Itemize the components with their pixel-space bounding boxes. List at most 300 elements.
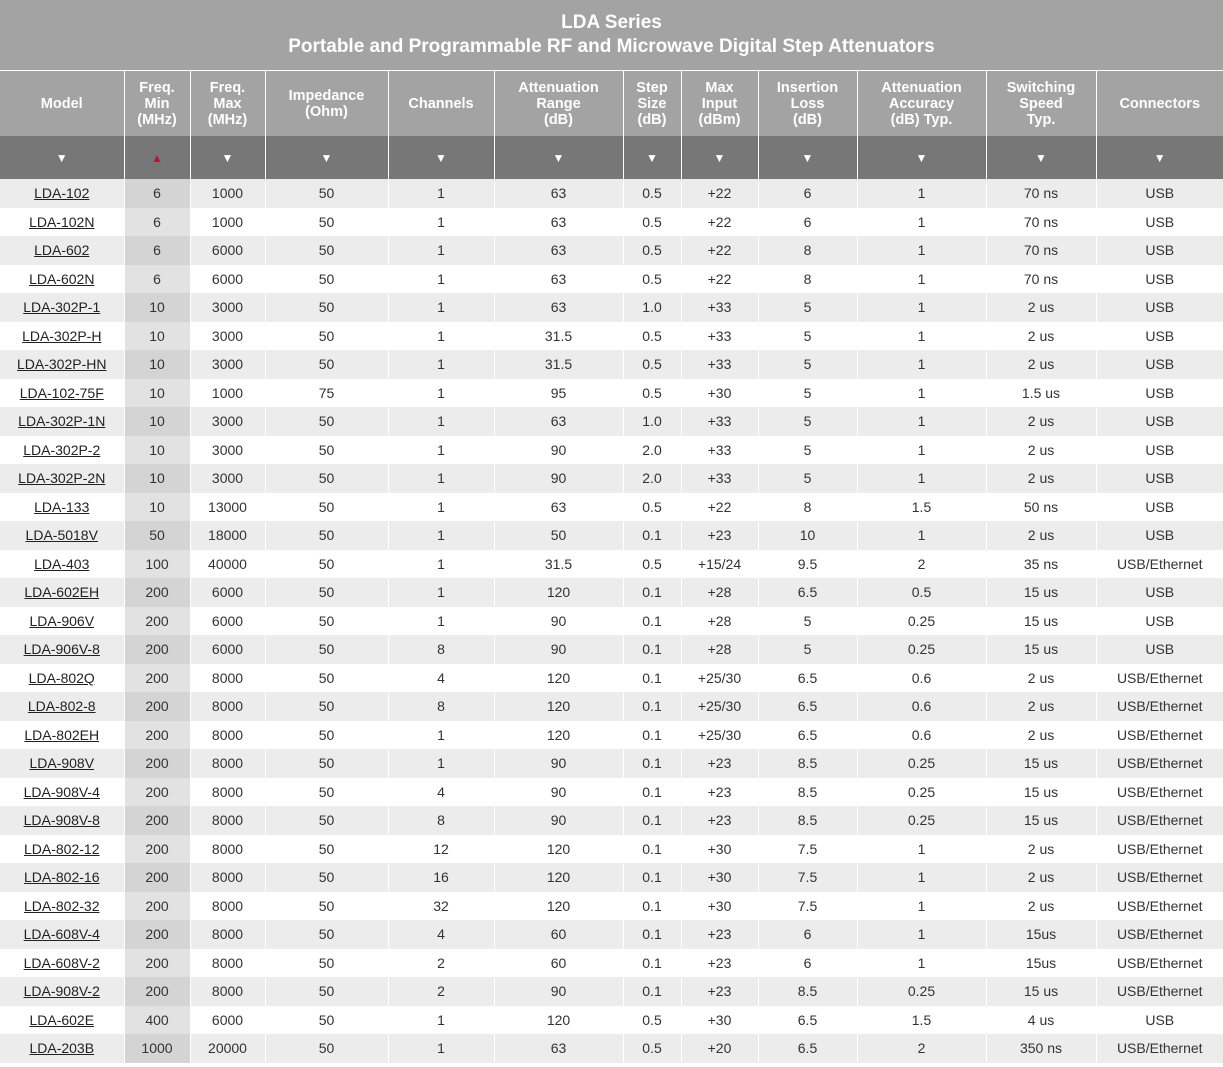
model-link[interactable]: LDA-602N — [29, 270, 95, 287]
column-header-label: (dB) — [793, 111, 822, 128]
cell-freq-max: 3000 — [190, 350, 265, 379]
cell-switching-speed: 15 us — [986, 778, 1096, 807]
cell-channels: 1 — [388, 578, 494, 607]
cell-attenuation-accuracy: 1 — [857, 863, 986, 892]
cell-freq-min: 6 — [124, 179, 190, 208]
model-link[interactable]: LDA-802-8 — [27, 698, 96, 715]
cell-impedance: 50 — [265, 293, 388, 322]
cell-insertion-loss: 5 — [758, 379, 857, 408]
cell-model — [0, 236, 124, 265]
cell-freq-min: 10 — [124, 464, 190, 493]
cell-connectors: USB/Ethernet — [1096, 778, 1223, 807]
cell-impedance: 50 — [265, 322, 388, 351]
cell-attenuation-accuracy: 1 — [857, 407, 986, 436]
model-link[interactable]: LDA-802Q — [28, 669, 95, 686]
column-header-label: Freq. — [209, 79, 246, 96]
cell-attenuation-accuracy: 1 — [857, 464, 986, 493]
cell-insertion-loss: 6.5 — [758, 721, 857, 750]
cell-freq-min: 10 — [124, 293, 190, 322]
cell-impedance: 50 — [265, 521, 388, 550]
column-header-max-input[interactable] — [681, 71, 758, 137]
model-link[interactable]: LDA-102 — [34, 185, 90, 202]
cell-insertion-loss: 7.5 — [758, 863, 857, 892]
cell-impedance: 50 — [265, 464, 388, 493]
cell-attenuation-accuracy: 1 — [857, 179, 986, 208]
series-subtitle: Portable and Programmable RF and Microwave Digital Step Attenuators — [288, 36, 935, 57]
model-link[interactable]: LDA-802-32 — [24, 897, 100, 914]
model-link[interactable]: LDA-133 — [34, 498, 90, 515]
cell-attenuation-range: 63 — [494, 208, 623, 237]
cell-insertion-loss: 8.5 — [758, 977, 857, 1006]
table-row — [0, 322, 1223, 351]
sort-descending-icon[interactable]: ▼ — [435, 150, 447, 165]
table-row — [0, 806, 1223, 835]
sort-ascending-icon[interactable]: ▲ — [151, 150, 163, 165]
cell-freq-min: 200 — [124, 607, 190, 636]
cell-model — [0, 265, 124, 294]
column-header-label: Size — [637, 95, 667, 112]
cell-attenuation-range: 50 — [494, 521, 623, 550]
cell-freq-max: 6000 — [190, 578, 265, 607]
cell-freq-max: 3000 — [190, 322, 265, 351]
sort-cell-insertion-loss — [758, 136, 857, 179]
cell-impedance: 50 — [265, 1034, 388, 1063]
model-link[interactable]: LDA-802-12 — [24, 840, 100, 857]
cell-channels: 1 — [388, 493, 494, 522]
cell-attenuation-accuracy: 1 — [857, 379, 986, 408]
cell-attenuation-range: 120 — [494, 664, 623, 693]
column-header-label: Step — [636, 79, 668, 96]
cell-freq-min: 10 — [124, 350, 190, 379]
cell-insertion-loss: 5 — [758, 407, 857, 436]
table-row — [0, 749, 1223, 778]
model-link[interactable]: LDA-908V-2 — [23, 983, 100, 1000]
model-link[interactable]: LDA-302P-2 — [23, 441, 101, 458]
sort-cell-impedance — [265, 136, 388, 179]
cell-freq-min: 200 — [124, 835, 190, 864]
cell-switching-speed: 2 us — [986, 692, 1096, 721]
model-link[interactable]: LDA-802EH — [24, 726, 100, 743]
cell-insertion-loss: 5 — [758, 464, 857, 493]
cell-impedance: 50 — [265, 179, 388, 208]
cell-connectors: USB/Ethernet — [1096, 692, 1223, 721]
cell-channels: 1 — [388, 322, 494, 351]
cell-max-input: +28 — [681, 635, 758, 664]
cell-connectors: USB — [1096, 464, 1223, 493]
table-row — [0, 550, 1223, 579]
cell-attenuation-range: 120 — [494, 578, 623, 607]
cell-model — [0, 721, 124, 750]
cell-channels: 4 — [388, 778, 494, 807]
table-row — [0, 607, 1223, 636]
cell-model — [0, 635, 124, 664]
model-link[interactable]: LDA-403 — [34, 555, 90, 572]
cell-attenuation-accuracy: 0.6 — [857, 664, 986, 693]
model-link[interactable]: LDA-102N — [29, 213, 95, 230]
cell-attenuation-range: 120 — [494, 692, 623, 721]
cell-freq-max: 6000 — [190, 265, 265, 294]
cell-insertion-loss: 7.5 — [758, 892, 857, 921]
cell-switching-speed: 4 us — [986, 1006, 1096, 1035]
cell-attenuation-accuracy: 1 — [857, 236, 986, 265]
column-header-switching-speed[interactable] — [986, 71, 1096, 137]
cell-max-input: +33 — [681, 322, 758, 351]
cell-max-input: +23 — [681, 806, 758, 835]
cell-connectors: USB/Ethernet — [1096, 920, 1223, 949]
cell-attenuation-range: 60 — [494, 949, 623, 978]
cell-model — [0, 1006, 124, 1035]
cell-attenuation-range: 120 — [494, 721, 623, 750]
cell-max-input: +22 — [681, 493, 758, 522]
cell-freq-max: 3000 — [190, 407, 265, 436]
cell-freq-max: 20000 — [190, 1034, 265, 1063]
cell-model — [0, 550, 124, 579]
column-header-label: Impedance — [288, 87, 365, 104]
cell-attenuation-range: 95 — [494, 379, 623, 408]
series-title: LDA Series — [561, 12, 662, 33]
cell-switching-speed: 1.5 us — [986, 379, 1096, 408]
cell-attenuation-accuracy: 1.5 — [857, 493, 986, 522]
sort-descending-icon[interactable]: ▼ — [320, 150, 333, 165]
cell-max-input: +23 — [681, 521, 758, 550]
cell-impedance: 50 — [265, 578, 388, 607]
cell-model — [0, 949, 124, 978]
model-link[interactable]: LDA-203B — [29, 1040, 95, 1057]
cell-max-input: +22 — [681, 208, 758, 237]
table-row — [0, 265, 1223, 294]
cell-max-input: +33 — [681, 436, 758, 465]
table-row — [0, 863, 1223, 892]
model-link[interactable]: LDA-802-16 — [24, 869, 100, 886]
cell-model — [0, 578, 124, 607]
cell-switching-speed: 2 us — [986, 350, 1096, 379]
cell-attenuation-accuracy: 0.25 — [857, 607, 986, 636]
model-link[interactable]: LDA-908V-4 — [23, 783, 100, 800]
sort-cell-switching-speed — [986, 136, 1096, 179]
cell-switching-speed: 2 us — [986, 407, 1096, 436]
cell-freq-min: 200 — [124, 635, 190, 664]
cell-connectors: USB — [1096, 236, 1223, 265]
sort-cell-step-size — [623, 136, 681, 179]
cell-step-size: 0.5 — [623, 236, 681, 265]
cell-max-input: +25/30 — [681, 692, 758, 721]
cell-step-size: 0.1 — [623, 607, 681, 636]
cell-step-size: 0.1 — [623, 977, 681, 1006]
cell-freq-min: 10 — [124, 379, 190, 408]
column-header-label: Max — [705, 79, 734, 96]
cell-attenuation-range: 63 — [494, 407, 623, 436]
cell-insertion-loss: 6.5 — [758, 578, 857, 607]
model-link[interactable]: LDA-302P-1N — [18, 413, 106, 430]
column-header-label: Typ. — [1026, 111, 1056, 128]
cell-attenuation-range: 90 — [494, 635, 623, 664]
column-header-freq-max[interactable] — [190, 71, 265, 137]
cell-insertion-loss: 6.5 — [758, 1034, 857, 1063]
cell-attenuation-range: 120 — [494, 863, 623, 892]
cell-freq-min: 200 — [124, 749, 190, 778]
cell-freq-min: 200 — [124, 920, 190, 949]
model-link[interactable]: LDA-906V-8 — [23, 641, 100, 658]
cell-impedance: 50 — [265, 265, 388, 294]
cell-attenuation-range: 90 — [494, 436, 623, 465]
column-header-label: Connectors — [1119, 95, 1201, 112]
cell-model — [0, 350, 124, 379]
cell-max-input: +25/30 — [681, 721, 758, 750]
column-header-insertion-loss[interactable] — [758, 71, 857, 137]
cell-attenuation-accuracy: 2 — [857, 1034, 986, 1063]
table-row — [0, 436, 1223, 465]
column-header-attenuation-range[interactable] — [494, 71, 623, 137]
table-body — [0, 179, 1223, 1063]
model-link[interactable]: LDA-302P-2N — [18, 470, 106, 487]
cell-insertion-loss: 7.5 — [758, 835, 857, 864]
cell-max-input: +23 — [681, 778, 758, 807]
cell-channels: 1 — [388, 179, 494, 208]
cell-step-size: 0.1 — [623, 892, 681, 921]
cell-freq-min: 400 — [124, 1006, 190, 1035]
column-header-channels[interactable] — [388, 71, 494, 137]
cell-switching-speed: 2 us — [986, 293, 1096, 322]
cell-insertion-loss: 5 — [758, 350, 857, 379]
column-header-label: Input — [701, 95, 738, 112]
cell-insertion-loss: 9.5 — [758, 550, 857, 579]
cell-insertion-loss: 6.5 — [758, 664, 857, 693]
cell-model — [0, 293, 124, 322]
sort-descending-icon[interactable]: ▼ — [801, 150, 814, 165]
sort-descending-icon[interactable]: ▼ — [1035, 150, 1047, 165]
sort-cell-max-input — [681, 136, 758, 179]
cell-attenuation-accuracy: 0.25 — [857, 977, 986, 1006]
cell-step-size: 0.1 — [623, 749, 681, 778]
cell-switching-speed: 2 us — [986, 863, 1096, 892]
cell-freq-max: 1000 — [190, 179, 265, 208]
model-link[interactable]: LDA-302P-H — [22, 327, 102, 344]
cell-insertion-loss: 6 — [758, 920, 857, 949]
model-link[interactable]: LDA-608V-2 — [23, 954, 100, 971]
cell-channels: 8 — [388, 635, 494, 664]
cell-step-size: 2.0 — [623, 436, 681, 465]
cell-impedance: 50 — [265, 208, 388, 237]
model-link[interactable]: LDA-608V-4 — [23, 926, 100, 943]
cell-insertion-loss: 5 — [758, 436, 857, 465]
cell-switching-speed: 2 us — [986, 664, 1096, 693]
cell-step-size: 0.1 — [623, 806, 681, 835]
cell-freq-min: 6 — [124, 236, 190, 265]
column-header-model[interactable] — [0, 71, 124, 137]
cell-channels: 1 — [388, 236, 494, 265]
cell-freq-min: 200 — [124, 949, 190, 978]
model-link[interactable]: LDA-5018V — [25, 527, 98, 544]
cell-impedance: 50 — [265, 863, 388, 892]
sort-descending-icon[interactable]: ▼ — [1153, 150, 1166, 165]
cell-connectors: USB/Ethernet — [1096, 806, 1223, 835]
cell-channels: 1 — [388, 350, 494, 379]
cell-model — [0, 436, 124, 465]
cell-step-size: 0.5 — [623, 208, 681, 237]
column-header-label: (Ohm) — [305, 103, 348, 120]
model-link[interactable]: LDA-102-75F — [19, 384, 104, 401]
model-link[interactable]: LDA-908V — [29, 755, 95, 772]
cell-freq-min: 200 — [124, 664, 190, 693]
cell-max-input: +20 — [681, 1034, 758, 1063]
model-link[interactable]: LDA-602 — [34, 242, 90, 259]
cell-freq-max: 3000 — [190, 293, 265, 322]
column-header-impedance[interactable] — [265, 71, 388, 137]
cell-channels: 1 — [388, 607, 494, 636]
column-header-freq-min[interactable] — [124, 71, 190, 137]
table-row — [0, 1006, 1223, 1035]
cell-insertion-loss: 8 — [758, 265, 857, 294]
cell-model — [0, 493, 124, 522]
cell-connectors: USB/Ethernet — [1096, 1034, 1223, 1063]
model-link[interactable]: LDA-908V-8 — [23, 812, 100, 829]
cell-freq-max: 8000 — [190, 892, 265, 921]
cell-switching-speed: 15us — [986, 949, 1096, 978]
column-header-step-size[interactable] — [623, 71, 681, 137]
cell-max-input: +33 — [681, 293, 758, 322]
cell-impedance: 50 — [265, 835, 388, 864]
cell-freq-max: 3000 — [190, 464, 265, 493]
cell-switching-speed: 35 ns — [986, 550, 1096, 579]
cell-attenuation-accuracy: 0.25 — [857, 806, 986, 835]
cell-impedance: 50 — [265, 550, 388, 579]
sort-descending-icon[interactable]: ▼ — [713, 150, 726, 165]
cell-max-input: +25/30 — [681, 664, 758, 693]
cell-max-input: +23 — [681, 977, 758, 1006]
model-link[interactable]: LDA-302P-1 — [23, 299, 101, 316]
sort-descending-icon[interactable]: ▼ — [915, 150, 928, 165]
cell-model — [0, 322, 124, 351]
cell-channels: 12 — [388, 835, 494, 864]
cell-step-size: 0.1 — [623, 521, 681, 550]
cell-attenuation-range: 31.5 — [494, 350, 623, 379]
sort-cell-attenuation-range — [494, 136, 623, 179]
table-row — [0, 350, 1223, 379]
cell-impedance: 50 — [265, 892, 388, 921]
table-row — [0, 977, 1223, 1006]
cell-connectors: USB — [1096, 379, 1223, 408]
model-link[interactable]: LDA-906V — [29, 612, 95, 629]
column-header-row — [0, 71, 1223, 137]
cell-connectors: USB — [1096, 521, 1223, 550]
cell-freq-max: 8000 — [190, 863, 265, 892]
cell-model — [0, 892, 124, 921]
cell-switching-speed: 350 ns — [986, 1034, 1096, 1063]
cell-freq-min: 200 — [124, 806, 190, 835]
cell-switching-speed: 15 us — [986, 806, 1096, 835]
column-header-label: Insertion — [776, 79, 839, 96]
cell-attenuation-accuracy: 1 — [857, 208, 986, 237]
cell-attenuation-range: 63 — [494, 236, 623, 265]
cell-connectors: USB — [1096, 436, 1223, 465]
cell-model — [0, 863, 124, 892]
cell-attenuation-accuracy: 0.25 — [857, 635, 986, 664]
model-link[interactable]: LDA-302P-HN — [17, 356, 107, 373]
cell-channels: 1 — [388, 749, 494, 778]
cell-connectors: USB/Ethernet — [1096, 664, 1223, 693]
table-row — [0, 493, 1223, 522]
cell-switching-speed: 15 us — [986, 635, 1096, 664]
model-link[interactable]: LDA-602EH — [24, 584, 100, 601]
cell-switching-speed: 15 us — [986, 607, 1096, 636]
cell-channels: 4 — [388, 920, 494, 949]
cell-freq-max: 8000 — [190, 949, 265, 978]
table-row — [0, 464, 1223, 493]
cell-impedance: 75 — [265, 379, 388, 408]
table-row — [0, 208, 1223, 237]
cell-attenuation-accuracy: 0.6 — [857, 692, 986, 721]
column-header-label: (MHz) — [207, 111, 248, 128]
cell-impedance: 50 — [265, 607, 388, 636]
cell-model — [0, 464, 124, 493]
cell-switching-speed: 2 us — [986, 436, 1096, 465]
cell-freq-min: 10 — [124, 436, 190, 465]
cell-connectors: USB — [1096, 322, 1223, 351]
column-header-attenuation-accuracy[interactable] — [857, 71, 986, 137]
cell-attenuation-accuracy: 0.5 — [857, 578, 986, 607]
sort-cell-model — [0, 136, 124, 179]
cell-connectors: USB — [1096, 635, 1223, 664]
cell-insertion-loss: 6 — [758, 208, 857, 237]
sort-descending-icon[interactable]: ▼ — [646, 150, 658, 165]
cell-model — [0, 521, 124, 550]
cell-max-input: +33 — [681, 350, 758, 379]
cell-freq-min: 200 — [124, 692, 190, 721]
cell-max-input: +30 — [681, 1006, 758, 1035]
cell-insertion-loss: 5 — [758, 635, 857, 664]
cell-channels: 2 — [388, 949, 494, 978]
column-header-connectors[interactable] — [1096, 71, 1223, 137]
cell-step-size: 0.1 — [623, 721, 681, 750]
cell-freq-max: 6000 — [190, 1006, 265, 1035]
cell-impedance: 50 — [265, 1006, 388, 1035]
cell-freq-max: 6000 — [190, 236, 265, 265]
sort-descending-icon[interactable]: ▼ — [221, 150, 234, 165]
cell-insertion-loss: 6 — [758, 949, 857, 978]
cell-attenuation-accuracy: 1 — [857, 265, 986, 294]
cell-attenuation-accuracy: 1 — [857, 350, 986, 379]
table-row — [0, 1034, 1223, 1063]
cell-step-size: 0.1 — [623, 863, 681, 892]
cell-max-input: +30 — [681, 835, 758, 864]
cell-insertion-loss: 6.5 — [758, 1006, 857, 1035]
sort-descending-icon[interactable]: ▼ — [552, 150, 565, 165]
cell-switching-speed: 70 ns — [986, 265, 1096, 294]
cell-switching-speed: 70 ns — [986, 208, 1096, 237]
cell-insertion-loss: 8.5 — [758, 749, 857, 778]
column-header-label: (dB) Typ. — [890, 111, 953, 128]
cell-attenuation-range: 31.5 — [494, 550, 623, 579]
cell-model — [0, 977, 124, 1006]
column-header-label: Attenuation — [518, 79, 599, 96]
cell-channels: 1 — [388, 293, 494, 322]
sort-cell-attenuation-accuracy — [857, 136, 986, 179]
cell-step-size: 0.1 — [623, 578, 681, 607]
cell-attenuation-range: 90 — [494, 749, 623, 778]
model-link[interactable]: LDA-602E — [29, 1011, 95, 1028]
table-row — [0, 721, 1223, 750]
cell-step-size: 2.0 — [623, 464, 681, 493]
cell-max-input: +22 — [681, 179, 758, 208]
cell-step-size: 0.1 — [623, 692, 681, 721]
cell-channels: 1 — [388, 265, 494, 294]
sort-cell-channels — [388, 136, 494, 179]
cell-attenuation-range: 120 — [494, 835, 623, 864]
sort-descending-icon[interactable]: ▼ — [55, 150, 68, 165]
cell-channels: 8 — [388, 806, 494, 835]
cell-model — [0, 607, 124, 636]
cell-freq-max: 8000 — [190, 692, 265, 721]
